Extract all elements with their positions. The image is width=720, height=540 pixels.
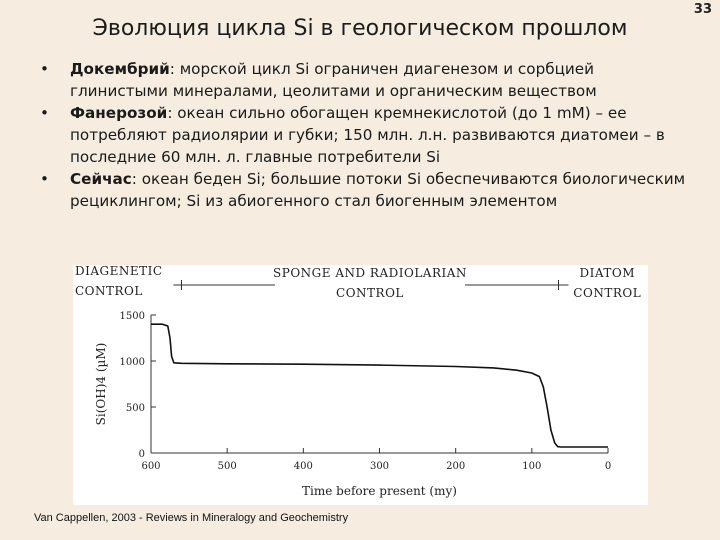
- x-tick-label: 300: [369, 461, 390, 472]
- region-label: SPONGE AND RADIOLARIAN: [273, 266, 467, 280]
- bullet-precambrian: [30, 58, 695, 102]
- x-tick-label: 600: [141, 461, 161, 472]
- bullet-term: Сейчас: [70, 170, 132, 188]
- y-tick-label: 1500: [119, 311, 145, 322]
- bullet-marker: •: [40, 60, 49, 78]
- x-tick-label: 0: [604, 461, 612, 472]
- bullet-marker: •: [40, 104, 49, 122]
- x-tick-label: 400: [293, 461, 313, 472]
- y-tick-label: 500: [125, 403, 145, 414]
- x-axis-label: Time before present (my): [302, 484, 457, 498]
- silica-chart-svg: [73, 265, 648, 505]
- bullet-text: : океан сильно обогащен кремнекислотой (до 1 mM) – ее потребляют радиолярии и губки; 150 млн. л.н. развиваются диатомеи – в последние 60 млн. л. главные потребители Si: [70, 104, 665, 166]
- bullet-list: [30, 58, 695, 212]
- region-label: DIAGENETIC: [75, 265, 163, 278]
- bullet-text: : морской цикл Si ограничен диагенезом и сорбцией глинистыми минералами, цеолитами и органическим веществом: [70, 60, 597, 100]
- x-tick-label: 500: [217, 461, 237, 472]
- x-tick-label: 100: [522, 461, 542, 472]
- slide-title: Эволюция цикла Si в геологическом прошлом: [92, 16, 628, 41]
- y-tick-label: 1000: [119, 357, 145, 368]
- bullet-marker: •: [40, 170, 49, 188]
- page-number: 33: [693, 2, 712, 17]
- series-line: [151, 324, 608, 447]
- bullet-term: Докембрий: [70, 60, 170, 78]
- bullet-term: Фанерозой: [70, 104, 168, 122]
- region-label: DIATOM: [579, 266, 635, 280]
- citation: Van Cappellen, 2003 - Reviews in Mineralogy and Geochemistry: [34, 512, 349, 524]
- bullet-text: : океан беден Si; большие потоки Si обеспечиваются биологическим рециклингом; Si из абиогенного стал биогенным элементом: [70, 170, 686, 210]
- bullet-present: [30, 168, 695, 212]
- region-label: CONTROL: [75, 284, 143, 298]
- region-label: CONTROL: [573, 286, 642, 300]
- y-tick-label: 0: [138, 449, 145, 460]
- silica-chart: [73, 265, 648, 505]
- x-tick-label: 200: [446, 461, 466, 472]
- region-label: CONTROL: [336, 286, 404, 300]
- y-axis-label: Si(OH)4 (µM): [94, 342, 108, 426]
- bullet-phanerozoic: [30, 102, 695, 168]
